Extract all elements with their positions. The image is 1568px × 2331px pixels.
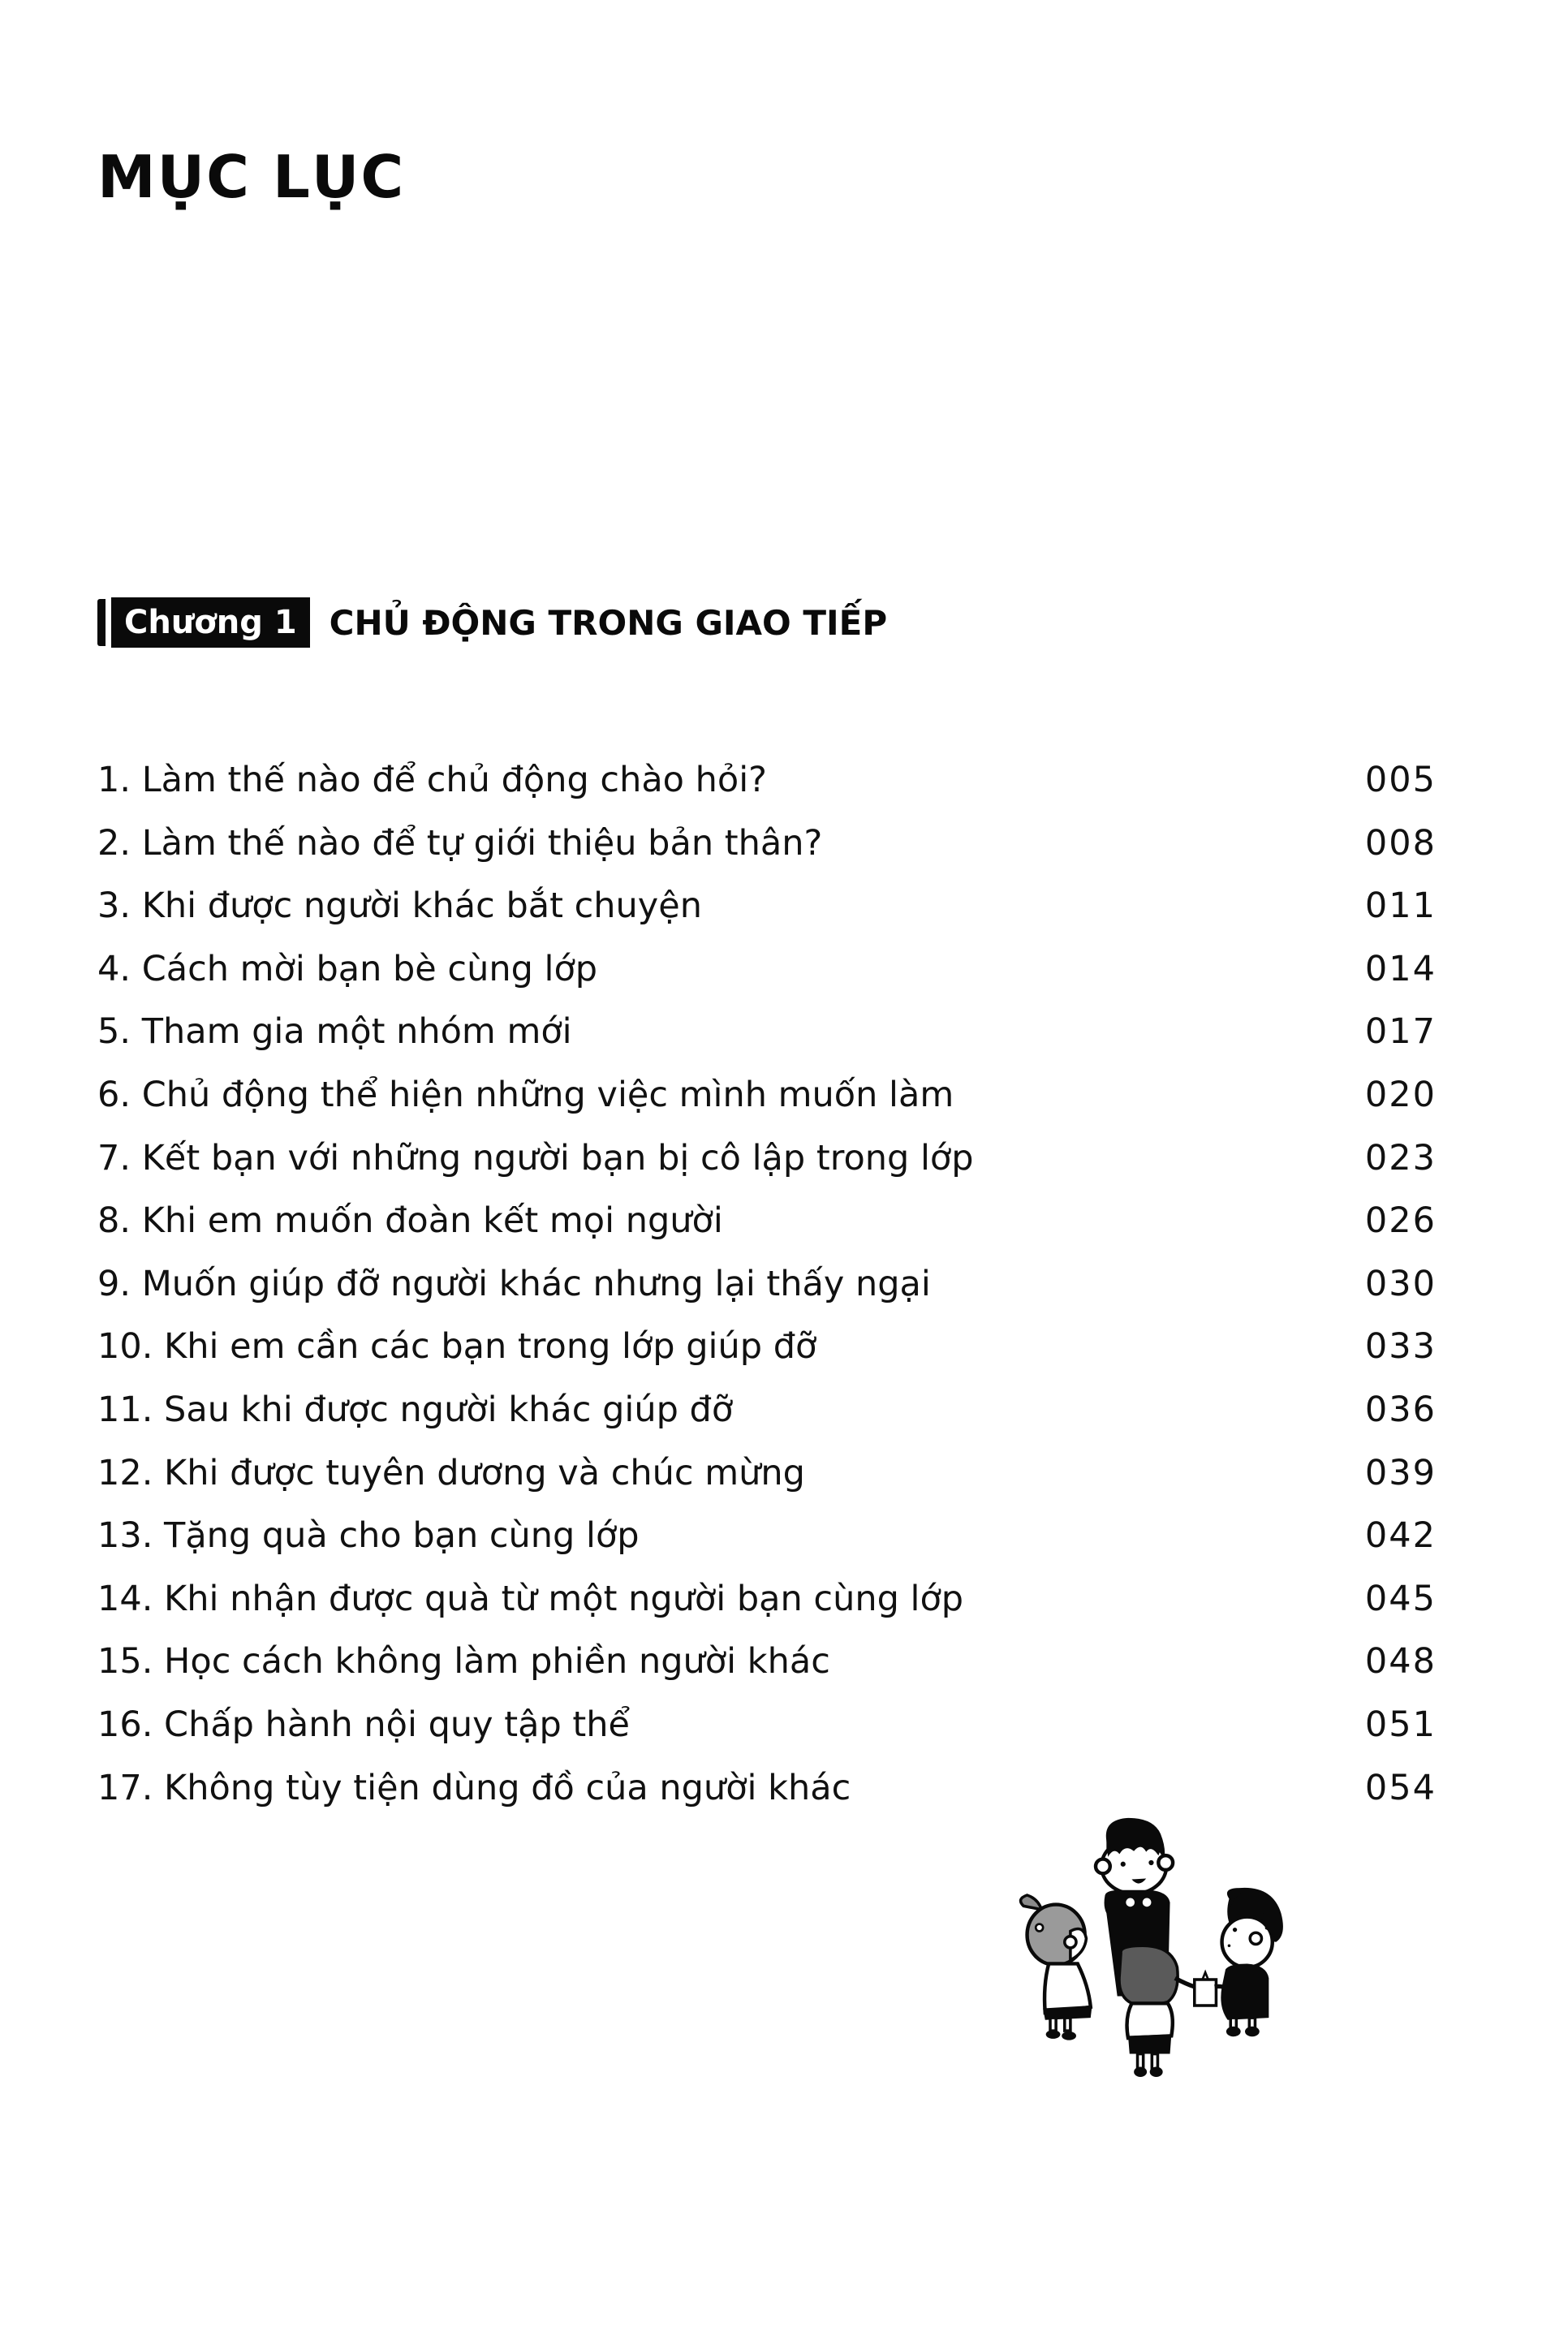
page-title: MỤC LỤC (97, 143, 406, 211)
toc-item-label: 7. Kết bạn với những người bạn bị cô lập trong lớp (97, 1137, 974, 1178)
toc-item-label: 17. Không tùy tiện dùng đồ của người khác (97, 1767, 851, 1808)
toc-item[interactable] (97, 1578, 1445, 1645)
toc-item-page: 005 (1364, 760, 1437, 800)
toc-item[interactable] (97, 1389, 1445, 1456)
toc-item-label: 4. Cách mời bạn bè cùng lớp (97, 948, 598, 989)
toc-item-label: 3. Khi được người khác bắt chuyện (97, 885, 702, 927)
toc-item-label: 16. Chấp hành nội quy tập thể (97, 1704, 631, 1745)
toc-item-label: 2. Làm thế nào để tự giới thiệu bản thân? (97, 822, 823, 864)
toc-item-label: 15. Học cách không làm phiền người khác (97, 1641, 830, 1683)
toc-item-page: 008 (1364, 822, 1437, 864)
toc-item[interactable] (97, 1263, 1445, 1330)
toc-item-label: 6. Chủ động thể hiện những việc mình muốn làm (97, 1074, 954, 1115)
toc-item-label: 5. Tham gia một nhóm mới (97, 1011, 572, 1053)
toc-item[interactable] (97, 1641, 1445, 1708)
toc-item-page: 033 (1364, 1326, 1437, 1368)
toc-item-page: 020 (1364, 1074, 1437, 1115)
toc-item[interactable] (97, 1326, 1445, 1393)
toc-item[interactable] (97, 1074, 1445, 1141)
toc-item-page: 054 (1364, 1767, 1437, 1808)
toc-item[interactable] (97, 885, 1445, 952)
toc-item-page: 014 (1364, 948, 1437, 989)
toc-item[interactable] (97, 1515, 1445, 1582)
toc-item[interactable] (97, 1137, 1445, 1204)
toc-list (97, 760, 1445, 1833)
toc-item[interactable] (97, 1452, 1445, 1519)
chapter-header (97, 597, 887, 648)
toc-item[interactable] (97, 1011, 1445, 1078)
toc-item[interactable] (97, 760, 1445, 826)
chapter-tab-marker (97, 599, 106, 646)
toc-item-label: 13. Tặng quà cho bạn cùng lớp (97, 1515, 640, 1557)
four-children-icon (982, 1798, 1339, 2122)
toc-item-label: 10. Khi em cần các bạn trong lớp giúp đỡ (97, 1326, 817, 1368)
toc-item-page: 011 (1364, 885, 1437, 927)
toc-item-label: 1. Làm thế nào để chủ động chào hỏi? (97, 760, 767, 800)
toc-item-label: 9. Muốn giúp đỡ người khác nhưng lại thấy ngại (97, 1263, 931, 1304)
boy-right-icon (1215, 1888, 1283, 2036)
toc-item-page: 051 (1364, 1704, 1437, 1745)
toc-item-page: 017 (1364, 1011, 1437, 1053)
chapter-title: CHỦ ĐỘNG TRONG GIAO TIẾP (329, 602, 888, 643)
toc-item-label: 12. Khi được tuyên dương và chúc mừng (97, 1452, 805, 1493)
toc-item[interactable] (97, 948, 1445, 1015)
toc-item[interactable] (97, 822, 1445, 890)
toc-item-page: 023 (1364, 1137, 1437, 1178)
children-group-illustration (982, 1798, 1339, 2122)
girl-left-icon (1021, 1895, 1092, 2040)
toc-item-page: 036 (1364, 1389, 1437, 1430)
toc-item-page: 045 (1364, 1578, 1437, 1619)
toc-item-page: 048 (1364, 1641, 1437, 1683)
toc-item-page: 039 (1364, 1452, 1437, 1493)
toc-item[interactable] (97, 1704, 1445, 1771)
toc-item-page: 042 (1364, 1515, 1437, 1557)
toc-item-label: 11. Sau khi được người khác giúp đỡ (97, 1389, 734, 1430)
chapter-badge: Chương 1 (111, 597, 310, 648)
toc-item-page: 030 (1364, 1263, 1437, 1304)
girl-front-icon (1119, 1945, 1195, 2077)
toc-item[interactable] (97, 1200, 1445, 1267)
toc-item-label: 8. Khi em muốn đoàn kết mọi người (97, 1200, 723, 1242)
gift-bag-icon (1195, 1972, 1217, 2006)
toc-item-page: 026 (1364, 1200, 1437, 1242)
toc-item-label: 14. Khi nhận được quà từ một người bạn cùng lớp (97, 1578, 964, 1619)
